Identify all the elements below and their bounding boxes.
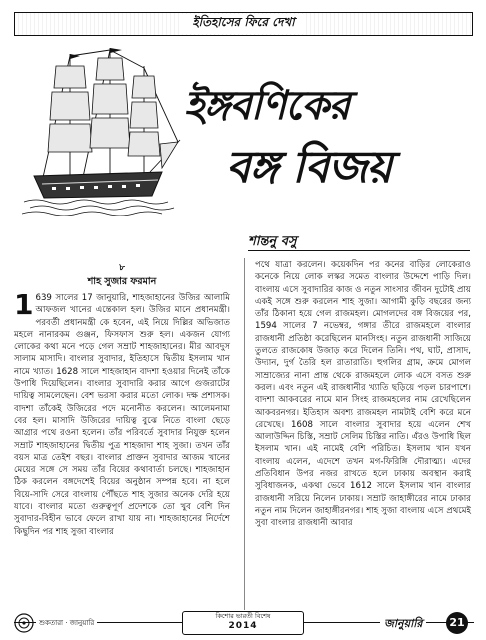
page-number: 21 — [446, 612, 468, 634]
footer-brand: শুকতারা · জানুয়ারি — [36, 617, 97, 629]
column-divider — [244, 258, 245, 610]
right-column — [255, 259, 471, 530]
page-footer — [14, 612, 474, 634]
series-tag: ইতিহাসের ফিরে দেখা — [182, 14, 304, 34]
right-body-text: পথে যাত্রা করলেন। কয়েকদিন পর কনের বাড়ির লোকেরাও কনেকে নিয়ে লোক লস্কর সমেত বাংলার উদ্দেশে পাড়ি দিল। বাংলায় এসে সুবাদারির কাজ ও নতুন সাংসার জীবন দুটোই প্রায় একই সঙ্গে শুরু করলেন শাহ সুজা। আগামী কুড়ি বছরের জন্য তাঁর ঠিকানা হয়ে গেল রাজমহল। মোগলদের বঙ্গ বিজয়ের পর, 1594 সালের 7 নভেম্বর, গঙ্গার তীরে রাজমহলে বাংলার রাজধানী প্রতিষ্ঠা করেছিলেন মানসিংহ। নতুন রাজধানী সাজিয়ে তুলতে রাজকোষ উজাড় করে দিলেন তিনি। পথ, ঘাট, প্রাসাদ, উদ্যান, দুর্গ তৈরি হল রাতারাতি। হুগলির গ্রাম, ক্রমে মোগল সাম্রাজ্যের নানা প্রান্ত থেকে রাজমহলে লোক এসে বসত শুরু করল। এবং নতুন এই রাজধানীর খ্যাতি ছড়িয়ে পড়ল চারপাশে। বাদশা আকবরের নামে মান সিংহ রাজমহলের নাম রেখেছিলেন আকবরনগর। ইতিহাস অবশ্য রাজমহল নামটাই বেশি করে মনে রেখেছে। 1608 সালে বাংলার সুবাদার হয়ে এলেন শেখ আলাউদ্দিন চিস্তি, সম্রাট সেলিম চিস্তির নাতি। এঁরও উপাধি ছিল ইসলাম খান। এই নামেই বেশি পরিচিত। ইসলাম খান যখন বাংলায় এলেন, এদেশে তখন মগ-ফিরিঙ্গি দৌরাত্ম্য। এদের প্রতিবিধান উপর নজর রাখতে হলে ঢাকায় অবস্থান করাই সুবিধাজনক, একথা ভেবে 1612 সালে ইসলাম খান বাংলার রাজধানী সরিয়ে নিলেন ঢাকায়। সম্রাট জাহাঙ্গীরের নামে ঢাকার নতুন নাম দিলেন জাহাঙ্গীরনগর। শাহ সুজা বাংলায় এসে প্রথমেই সুবা বাংলার রাজধানী আবার — [255, 260, 471, 529]
headline — [178, 76, 478, 226]
magazine-logo-icon — [14, 613, 34, 633]
headline-line-1: ইঙ্গবণিকের — [184, 83, 350, 129]
series-banner — [14, 12, 473, 36]
chapter-number: ৮ — [119, 263, 125, 273]
ship-illustration — [22, 44, 182, 216]
left-column — [14, 258, 230, 538]
section-title: শাহ সুজার ফরমান — [87, 276, 157, 287]
drop-cap: 1 — [14, 288, 34, 321]
issue-label: কিশোর ভারতী বিশেষ — [215, 612, 271, 620]
footer-month: জানুয়ারি — [380, 615, 426, 634]
issue-year: 2014 — [228, 621, 258, 631]
footer-issue-box — [182, 611, 304, 635]
left-paragraph — [14, 288, 230, 538]
headline-line-2: বঙ্গ বিজয় — [226, 142, 392, 193]
byline-rule — [248, 250, 470, 251]
left-body-text: 639 সালের 17 জানুয়ারি, শাহজাহানের উজির আলামি আফজল খানের এন্তেকাল হল। উজির মানে প্রধানমন্ত্রী। পরবর্তী প্রধানমন্ত্রী কে হবেন, এই নিয়ে দিল্লির অভিজাত মহলে নানারকম গুঞ্জন, ফিসফাস শুরু হল। একজন যোগ্য লোকের কথা মনে পড়ে গেল সম্রাট শাহজাহানের। মীর আবদুস সালাম মাসাদি। বাংলার সুবাদার, ইতিহাসে দ্বিতীয় ইসলাম খান নামে খ্যাত। 1628 সালে শাহজাহান বাদশা হওয়ার দিনেই তাঁকে উপাধি দিয়েছিলেন। বাংলার সুবাদারি করার আগে গুজরাটের দায়িত্ব সামলেছেন। বেশ ভরসা করার মতো লোক। দক্ষ প্রশাসক। বাদশা তাঁকেই উজিরের পদে মনোনীত করলেন। আলেমনামা বের হল। মাসাদি উজিরের দায়িত্ব বুঝে নিতে বাংলা ছেড়ে আগ্রার পথে রওনা হলেন। তাঁর পরিবর্তে সুবাদার নিযুক্ত হলেন সম্রাট শাহজাহানের দ্বিতীয় পুত্র শাহজাদা শাহ সুজা। তখন তাঁর বয়স মাত্র তেইশ বছর। বাংলার প্রাক্তন সুবাদার আজম খানের মেয়ের সঙ্গে সে সময় তাঁর বিয়ের কথাবার্তা চলছে। শাহজাহান ঠিক করলেন বঙ্গদেশেই বিয়ের অনুষ্ঠান সম্পন্ন হবে। না হলে বিয়ে-সাদি সেরে বাংলায় পৌঁছতে শাহ সুজার অনেক দেরি হয়ে যাবে। বাংলার মতো গুরুত্বপূর্ণ প্রদেশকে তো খুব বেশি দিন সুবাদার-বিহীন ভাবে ফেলে রাখা যায় না। শাহজাহানের নির্দেশে কিছুদিন পর শাহ সুজা বাংলার — [14, 293, 230, 537]
author-byline: শান্তনু বসু — [248, 234, 297, 249]
